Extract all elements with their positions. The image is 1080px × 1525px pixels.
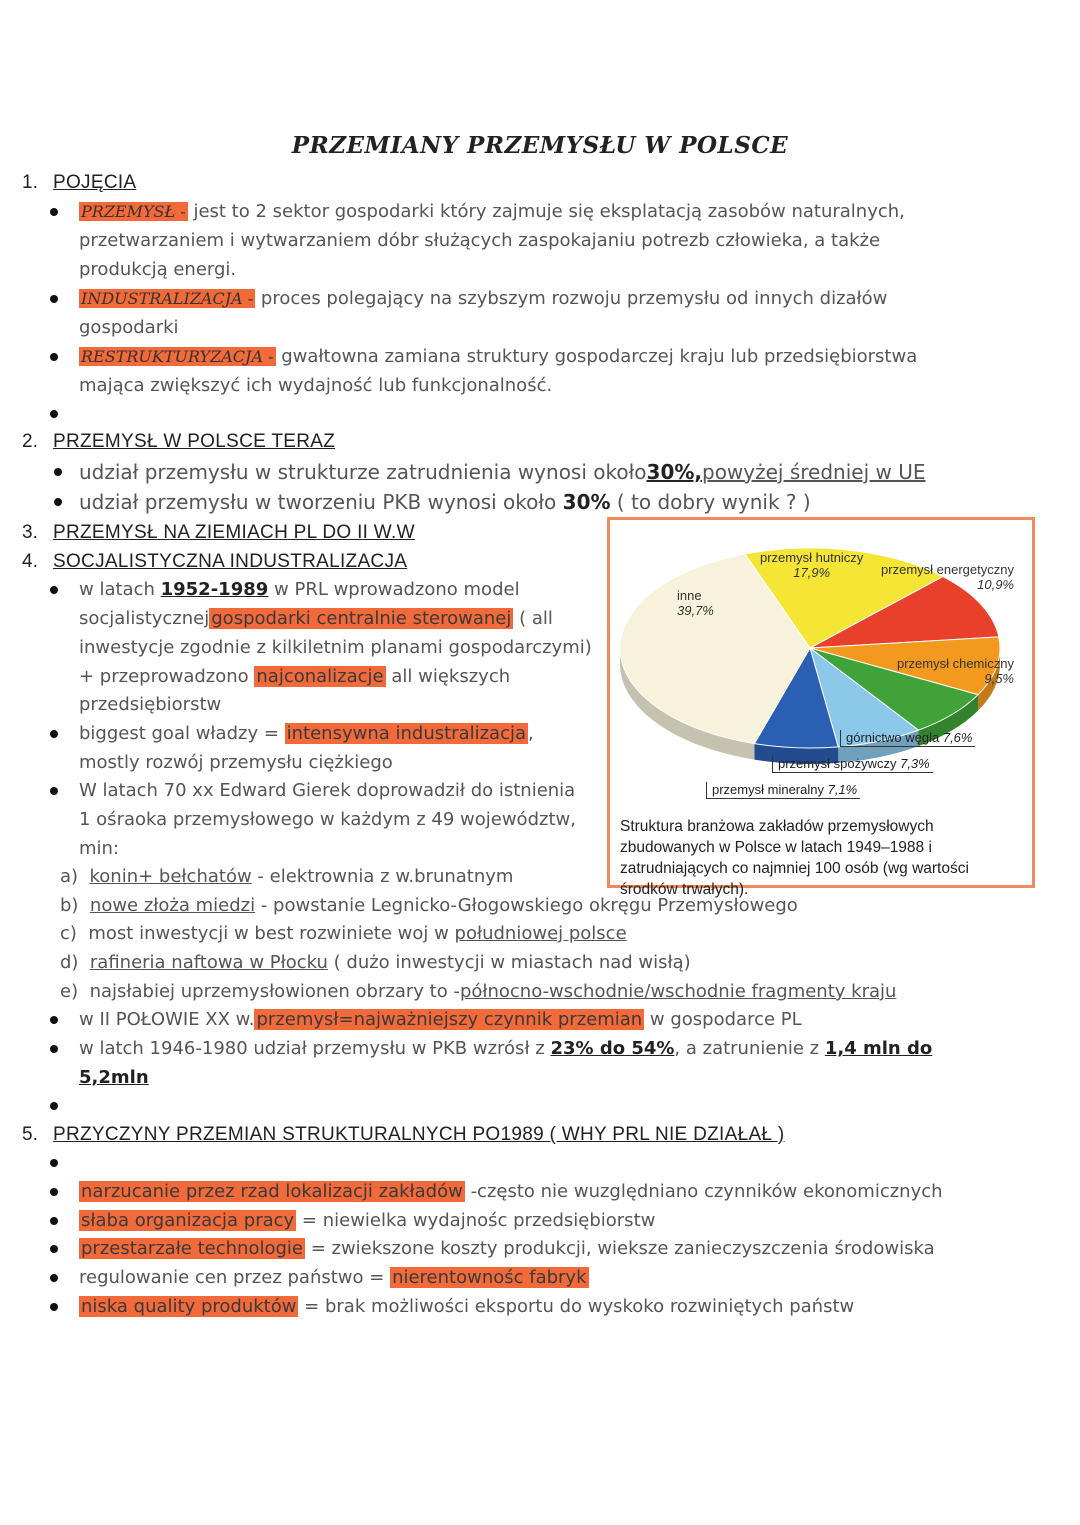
definition-text: gospodarki xyxy=(79,317,179,338)
section-number: 2. xyxy=(22,431,38,452)
definition-text: mająca zwiększyć ich wydajność lub funkcjonalność. xyxy=(79,375,553,396)
bullet xyxy=(50,353,58,361)
bullet xyxy=(54,498,62,506)
definition-text: produkcją energi. xyxy=(79,259,237,280)
label-chemiczny: przemysł chemiczny 9,5% xyxy=(896,656,1014,686)
definition-przemysl xyxy=(79,201,905,222)
bullet xyxy=(50,1245,58,1253)
definition-industralizacja xyxy=(79,288,887,309)
term-przemysl: PRZEMYSŁ - xyxy=(81,202,186,221)
section-number: 4. xyxy=(22,551,38,572)
bullet-text: w II POŁOWIE XX w. przemysł=najważniejszy czynnik przemian w gospodarce PL xyxy=(79,1009,802,1030)
highlight: narzucanie przez rzad lokalizacji zakładów xyxy=(81,1181,463,1202)
bullet xyxy=(50,1045,58,1053)
definition-text: gwałtowna zamiana struktury gospodarczej kraju lub przedsiębiorstwa xyxy=(281,346,918,367)
section-number: 3. xyxy=(22,522,38,543)
bullet xyxy=(50,730,58,738)
highlight: słaba organizacja pracy xyxy=(81,1210,295,1231)
bullet xyxy=(50,787,58,795)
bullet-text: socjalistycznej gospodarki centralnie sterowanej ( all xyxy=(79,608,553,629)
bullet xyxy=(50,586,58,594)
bullet-text: słaba organizacja pracy = niewielka wydajnośc przedsiębiorstw xyxy=(81,1210,656,1231)
bullet-text: w latch 1946-1980 udział przemysłu w PKB wzrósł z 23% do 54%, a zatrunienie z 1,4 mln do xyxy=(79,1038,933,1059)
bullet-text: W latach 70 xx Edward Gierek doprowadził do istnienia xyxy=(79,780,576,801)
sub-item-e: e) najsłabiej uprzemysłowionen obrzary to -północno-wschodnie/wschodnie fragmenty kraju xyxy=(60,981,897,1002)
highlight: przemysł=najważniejszy czynnik przemian xyxy=(256,1009,643,1030)
bullet xyxy=(50,1217,58,1225)
definition-text: jest to 2 sektor gospodarki który zajmuje się eksplatacją zasobów naturalnych, xyxy=(193,201,905,222)
highlight: przestarzałe technologie xyxy=(81,1238,303,1259)
label-energetyczny: przemysł energetyczny 10,9% xyxy=(881,562,1014,592)
term-restrukturyzacja: RESTRUKTURYZACJA - xyxy=(81,347,274,366)
bullet-text: w latach 1952-1989 w PRL wprowadzono model xyxy=(79,579,520,600)
definition-restrukturyzacja xyxy=(79,346,917,367)
bullet-text: udział przemysłu w strukturze zatrudnienia wynosi około30%,powyżej średniej w UE xyxy=(79,460,926,484)
section-heading-przyczyny: PRZYCZYNY PRZEMIAN STRUKTURALNYCH PO1989 ( WHY PRL NIE DZIAŁAŁ ) xyxy=(53,1124,785,1145)
bullet-text: biggest goal władzy = intensywna industralizacja , xyxy=(79,723,534,744)
bullet-text: 5,2mln xyxy=(79,1067,149,1088)
bullet xyxy=(50,1159,58,1167)
term-industralizacja: INDUSTRALIZACJA - xyxy=(81,289,254,308)
definition-text: proces polegający na szybszym rozwoju przemysłu od innych dizałów xyxy=(260,288,888,309)
bullet-text: niska quality produktów = brak możliwości eksportu do wyskoko rozwiniętych państw xyxy=(81,1296,855,1317)
bullet-text: narzucanie przez rzad lokalizacji zakładów -często nie wuzględniano czynników ekonomicznych xyxy=(81,1181,943,1202)
page-title: PRZEMIANY PRZEMYSŁU W POLSCE xyxy=(291,132,789,159)
highlight: nierentownośc fabryk xyxy=(392,1267,587,1288)
sub-item-d: d) rafineria naftowa w Płocku ( dużo inwestycji w miastach nad wisłą) xyxy=(60,952,691,973)
highlight: niska quality produktów xyxy=(81,1296,297,1317)
sub-item-b: b) nowe złoża miedzi - powstanie Legnicko-Głogowskiego okręgu Przemysłowego xyxy=(60,895,798,916)
bullet-text: min: xyxy=(79,838,120,859)
bullet xyxy=(50,1274,58,1282)
highlight: gospodarki centralnie sterowanej xyxy=(211,608,512,629)
bullet xyxy=(54,468,62,476)
section-heading-socjalistyczna: SOCJALISTYCZNA INDUSTRALIZACJA xyxy=(53,551,408,572)
bullet-text: inwestycje zgodnie z kilkiletnim planami gospodarczymi) xyxy=(79,637,592,658)
section-number: 5. xyxy=(22,1124,38,1145)
bullet xyxy=(50,1303,58,1311)
bullet xyxy=(50,295,58,303)
bullet-text: udział przemysłu w tworzeniu PKB wynosi około 30% ( to dobry wynik ? ) xyxy=(79,490,811,514)
highlight: intensywna industralizacja xyxy=(286,723,527,744)
chart-figure xyxy=(607,517,1035,898)
bullet-text: przestarzałe technologie = zwiekszone koszty produkcji, wieksze zanieczyszczenia środowiska xyxy=(81,1238,935,1259)
section-heading-pojecia: POJĘCIA xyxy=(53,172,137,193)
section-heading-teraz: PRZEMYSŁ W POLSCE TERAZ xyxy=(53,431,336,452)
bullet xyxy=(50,208,58,216)
bullet-text: mostly rozwój przemysłu ciężkiego xyxy=(79,752,393,773)
label-gornictwo: górnictwo węgla 7,6% xyxy=(840,730,975,747)
bullet xyxy=(50,1016,58,1024)
bullet xyxy=(50,1188,58,1196)
highlight: najconalizacje xyxy=(256,666,384,687)
section-number: 1. xyxy=(22,172,38,193)
section-heading-do-iiww: PRZEMYSŁ NA ZIEMIACH PL DO II W.W xyxy=(53,522,415,543)
sub-item-c: c) most inwestycji w best rozwiniete woj w południowej polsce xyxy=(60,923,627,944)
label-spozywczy: przemysł spożywczy 7,3% xyxy=(772,756,933,773)
bullet xyxy=(50,410,58,418)
definition-text: przetwarzaniem i wytwarzaniem dóbr służących zaspokajaniu potrezb człowieka, a także xyxy=(79,230,881,251)
label-hutniczy: przemysł hutniczy 17,9% xyxy=(760,550,864,580)
label-mineralny: przemysł mineralny 7,1% xyxy=(706,782,860,799)
label-inne: inne 39,7% xyxy=(677,588,714,618)
bullet-text: + przeprowadzono najconalizacje all większych xyxy=(79,666,511,687)
bullet-text: regulowanie cen przez państwo = nierentownośc fabryk xyxy=(79,1267,587,1288)
sub-item-a: a) konin+ bełchatów - elektrownia z w.brunatnym xyxy=(60,866,514,887)
bullet-text: 1 ośraoka przemysłowego w każdym z 49 województw, xyxy=(79,809,576,830)
bullet-text: przedsiębiorstw xyxy=(79,694,222,715)
bullet xyxy=(50,1102,58,1110)
chart-caption: Struktura branżowa zakładów przemysłowych zbudowanych w Polsce w latach 1949–1988 i zatrudniających co najmniej 100 osób (wg wartości środków trwałych). xyxy=(620,818,969,898)
